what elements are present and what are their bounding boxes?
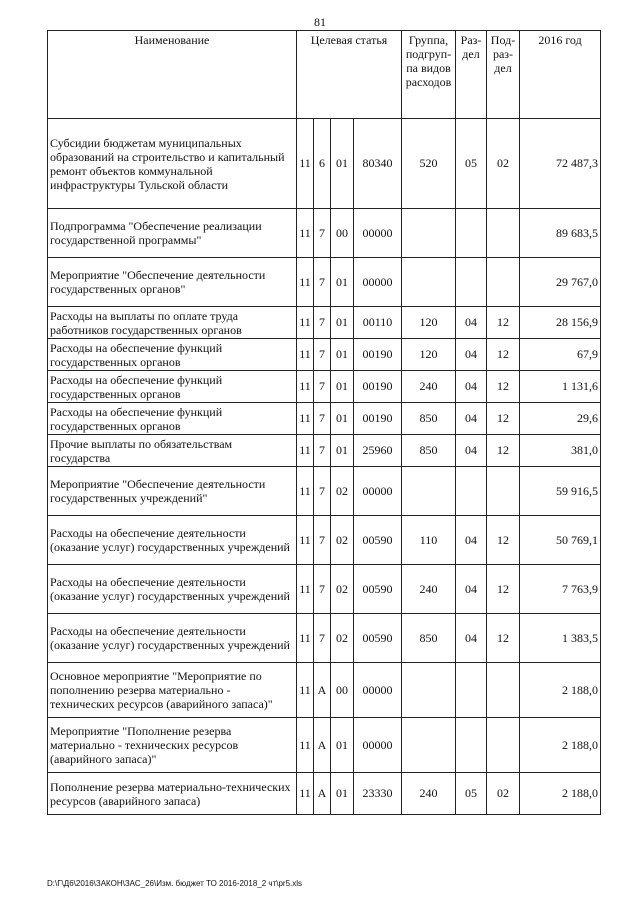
row-subsection: 12 [487, 307, 520, 339]
row-group: 120 [402, 339, 456, 371]
row-group [402, 467, 456, 516]
row-section [456, 467, 487, 516]
row-group [402, 663, 456, 718]
table-body [48, 119, 601, 815]
target-code-1: 11 [297, 371, 314, 403]
file-path-footer: D:\Г\Д6\2016\ЗАКОН\ЗАС_26\Изм. бюджет ТО 2016-2018_2 чт\pr5.xls [47, 879, 303, 888]
target-code-1: 11 [297, 718, 314, 773]
row-section [456, 663, 487, 718]
target-code-2: 6 [314, 119, 331, 209]
target-code-1: 11 [297, 663, 314, 718]
target-code-3: 01 [331, 119, 354, 209]
target-code-3: 02 [331, 565, 354, 614]
row-subsection: 12 [487, 435, 520, 467]
header-group: Группа, подгруп-па видов расходов [402, 31, 456, 119]
row-group: 240 [402, 773, 456, 815]
row-subsection [487, 467, 520, 516]
row-section: 04 [456, 614, 487, 663]
row-subsection: 02 [487, 119, 520, 209]
row-name: Мероприятие "Пополнение резерва материально - технических ресурсов (аварийного запаса)" [48, 718, 297, 773]
target-code-4: 00000 [354, 258, 402, 307]
row-amount: 29 767,0 [520, 258, 601, 307]
row-group: 850 [402, 403, 456, 435]
header-target: Целевая статья [297, 31, 402, 119]
table-row [48, 371, 601, 403]
table-row [48, 565, 601, 614]
target-code-1: 11 [297, 258, 314, 307]
row-name: Расходы на обеспечение функций государственных органов [48, 403, 297, 435]
row-amount: 29,6 [520, 403, 601, 435]
table-row [48, 516, 601, 565]
target-code-1: 11 [297, 467, 314, 516]
row-group: 520 [402, 119, 456, 209]
target-code-2: 7 [314, 467, 331, 516]
row-section: 04 [456, 516, 487, 565]
row-name: Прочие выплаты по обязательствам государства [48, 435, 297, 467]
row-name: Расходы на выплаты по оплате труда работников государственных органов [48, 307, 297, 339]
header-section: Раз-дел [456, 31, 487, 119]
target-code-4: 00190 [354, 371, 402, 403]
row-amount: 2 188,0 [520, 663, 601, 718]
row-subsection: 12 [487, 371, 520, 403]
target-code-4: 00000 [354, 718, 402, 773]
row-subsection [487, 209, 520, 258]
target-code-4: 00590 [354, 614, 402, 663]
target-code-1: 11 [297, 119, 314, 209]
target-code-3: 01 [331, 718, 354, 773]
row-subsection [487, 258, 520, 307]
target-code-1: 11 [297, 209, 314, 258]
target-code-2: 7 [314, 516, 331, 565]
table-row [48, 119, 601, 209]
row-amount: 2 188,0 [520, 718, 601, 773]
table-row [48, 773, 601, 815]
row-group [402, 258, 456, 307]
row-name: Расходы на обеспечение деятельности (оказание услуг) государственных учреждений [48, 565, 297, 614]
target-code-1: 11 [297, 339, 314, 371]
target-code-1: 11 [297, 307, 314, 339]
target-code-4: 00110 [354, 307, 402, 339]
row-name: Субсидии бюджетам муниципальных образований на строительство и капитальный ремонт объектов коммунальной инфраструктуры Тульской области [48, 119, 297, 209]
target-code-2: 7 [314, 258, 331, 307]
row-name: Мероприятие "Обеспечение деятельности государственных органов" [48, 258, 297, 307]
row-group [402, 718, 456, 773]
target-code-3: 02 [331, 516, 354, 565]
target-code-3: 01 [331, 258, 354, 307]
row-section [456, 718, 487, 773]
table-row [48, 403, 601, 435]
target-code-2: А [314, 718, 331, 773]
target-code-2: А [314, 773, 331, 815]
header-subsection: Под-раз-дел [487, 31, 520, 119]
target-code-2: 7 [314, 614, 331, 663]
target-code-4: 25960 [354, 435, 402, 467]
target-code-3: 02 [331, 467, 354, 516]
row-section: 04 [456, 339, 487, 371]
target-code-1: 11 [297, 773, 314, 815]
header-year: 2016 год [520, 31, 601, 119]
target-code-1: 11 [297, 403, 314, 435]
row-amount: 1 383,5 [520, 614, 601, 663]
table-row [48, 718, 601, 773]
target-code-2: 7 [314, 435, 331, 467]
target-code-4: 00590 [354, 516, 402, 565]
row-amount: 72 487,3 [520, 119, 601, 209]
row-group [402, 209, 456, 258]
target-code-2: 7 [314, 307, 331, 339]
row-group: 850 [402, 614, 456, 663]
target-code-2: 7 [314, 209, 331, 258]
row-subsection: 12 [487, 516, 520, 565]
row-section: 05 [456, 773, 487, 815]
row-name: Расходы на обеспечение функций государственных органов [48, 371, 297, 403]
row-group: 110 [402, 516, 456, 565]
row-group: 240 [402, 371, 456, 403]
target-code-4: 00000 [354, 467, 402, 516]
table-row [48, 435, 601, 467]
row-name: Пополнение резерва материально-технических ресурсов (аварийного запаса) [48, 773, 297, 815]
row-amount: 7 763,9 [520, 565, 601, 614]
row-amount: 50 769,1 [520, 516, 601, 565]
row-section [456, 258, 487, 307]
table-row [48, 467, 601, 516]
row-subsection: 12 [487, 339, 520, 371]
target-code-4: 00190 [354, 339, 402, 371]
target-code-4: 00000 [354, 209, 402, 258]
row-amount: 381,0 [520, 435, 601, 467]
row-section: 04 [456, 435, 487, 467]
target-code-3: 01 [331, 773, 354, 815]
row-section: 04 [456, 565, 487, 614]
target-code-2: 7 [314, 371, 331, 403]
target-code-1: 11 [297, 565, 314, 614]
target-code-3: 01 [331, 307, 354, 339]
target-code-2: А [314, 663, 331, 718]
row-section [456, 209, 487, 258]
row-amount: 67,9 [520, 339, 601, 371]
row-name: Подпрограмма "Обеспечение реализации государственной программы" [48, 209, 297, 258]
table-row [48, 209, 601, 258]
row-amount: 28 156,9 [520, 307, 601, 339]
target-code-4: 23330 [354, 773, 402, 815]
target-code-4: 00590 [354, 565, 402, 614]
row-group: 240 [402, 565, 456, 614]
target-code-4: 80340 [354, 119, 402, 209]
target-code-3: 01 [331, 403, 354, 435]
row-name: Расходы на обеспечение деятельности (оказание услуг) государственных учреждений [48, 614, 297, 663]
row-section: 04 [456, 371, 487, 403]
row-section: 05 [456, 119, 487, 209]
target-code-4: 00000 [354, 663, 402, 718]
target-code-3: 01 [331, 339, 354, 371]
row-subsection: 02 [487, 773, 520, 815]
row-amount: 1 131,6 [520, 371, 601, 403]
target-code-3: 00 [331, 209, 354, 258]
row-name: Расходы на обеспечение функций государственных органов [48, 339, 297, 371]
row-name: Мероприятие "Обеспечение деятельности государственных учреждений" [48, 467, 297, 516]
row-subsection: 12 [487, 403, 520, 435]
budget-table [47, 30, 601, 815]
row-subsection: 12 [487, 614, 520, 663]
target-code-1: 11 [297, 614, 314, 663]
target-code-1: 11 [297, 435, 314, 467]
row-subsection [487, 663, 520, 718]
row-amount: 59 916,5 [520, 467, 601, 516]
row-amount: 89 683,5 [520, 209, 601, 258]
target-code-3: 01 [331, 371, 354, 403]
row-section: 04 [456, 307, 487, 339]
target-code-4: 00190 [354, 403, 402, 435]
page-number: 81 [314, 15, 326, 29]
row-group: 120 [402, 307, 456, 339]
table-header [48, 31, 601, 119]
target-code-3: 00 [331, 663, 354, 718]
row-section: 04 [456, 403, 487, 435]
target-code-1: 11 [297, 516, 314, 565]
row-amount: 2 188,0 [520, 773, 601, 815]
table-row [48, 663, 601, 718]
target-code-2: 7 [314, 339, 331, 371]
target-code-2: 7 [314, 403, 331, 435]
table-row [48, 614, 601, 663]
row-name: Основное мероприятие "Мероприятие по пополнению резерва материально - технических ресурсов (аварийного запаса)" [48, 663, 297, 718]
row-subsection [487, 718, 520, 773]
target-code-3: 01 [331, 435, 354, 467]
table-row [48, 258, 601, 307]
target-code-2: 7 [314, 565, 331, 614]
table-row [48, 339, 601, 371]
target-code-3: 02 [331, 614, 354, 663]
row-name: Расходы на обеспечение деятельности (оказание услуг) государственных учреждений [48, 516, 297, 565]
table-row [48, 307, 601, 339]
header-name: Наименование [48, 31, 297, 119]
row-subsection: 12 [487, 565, 520, 614]
row-group: 850 [402, 435, 456, 467]
